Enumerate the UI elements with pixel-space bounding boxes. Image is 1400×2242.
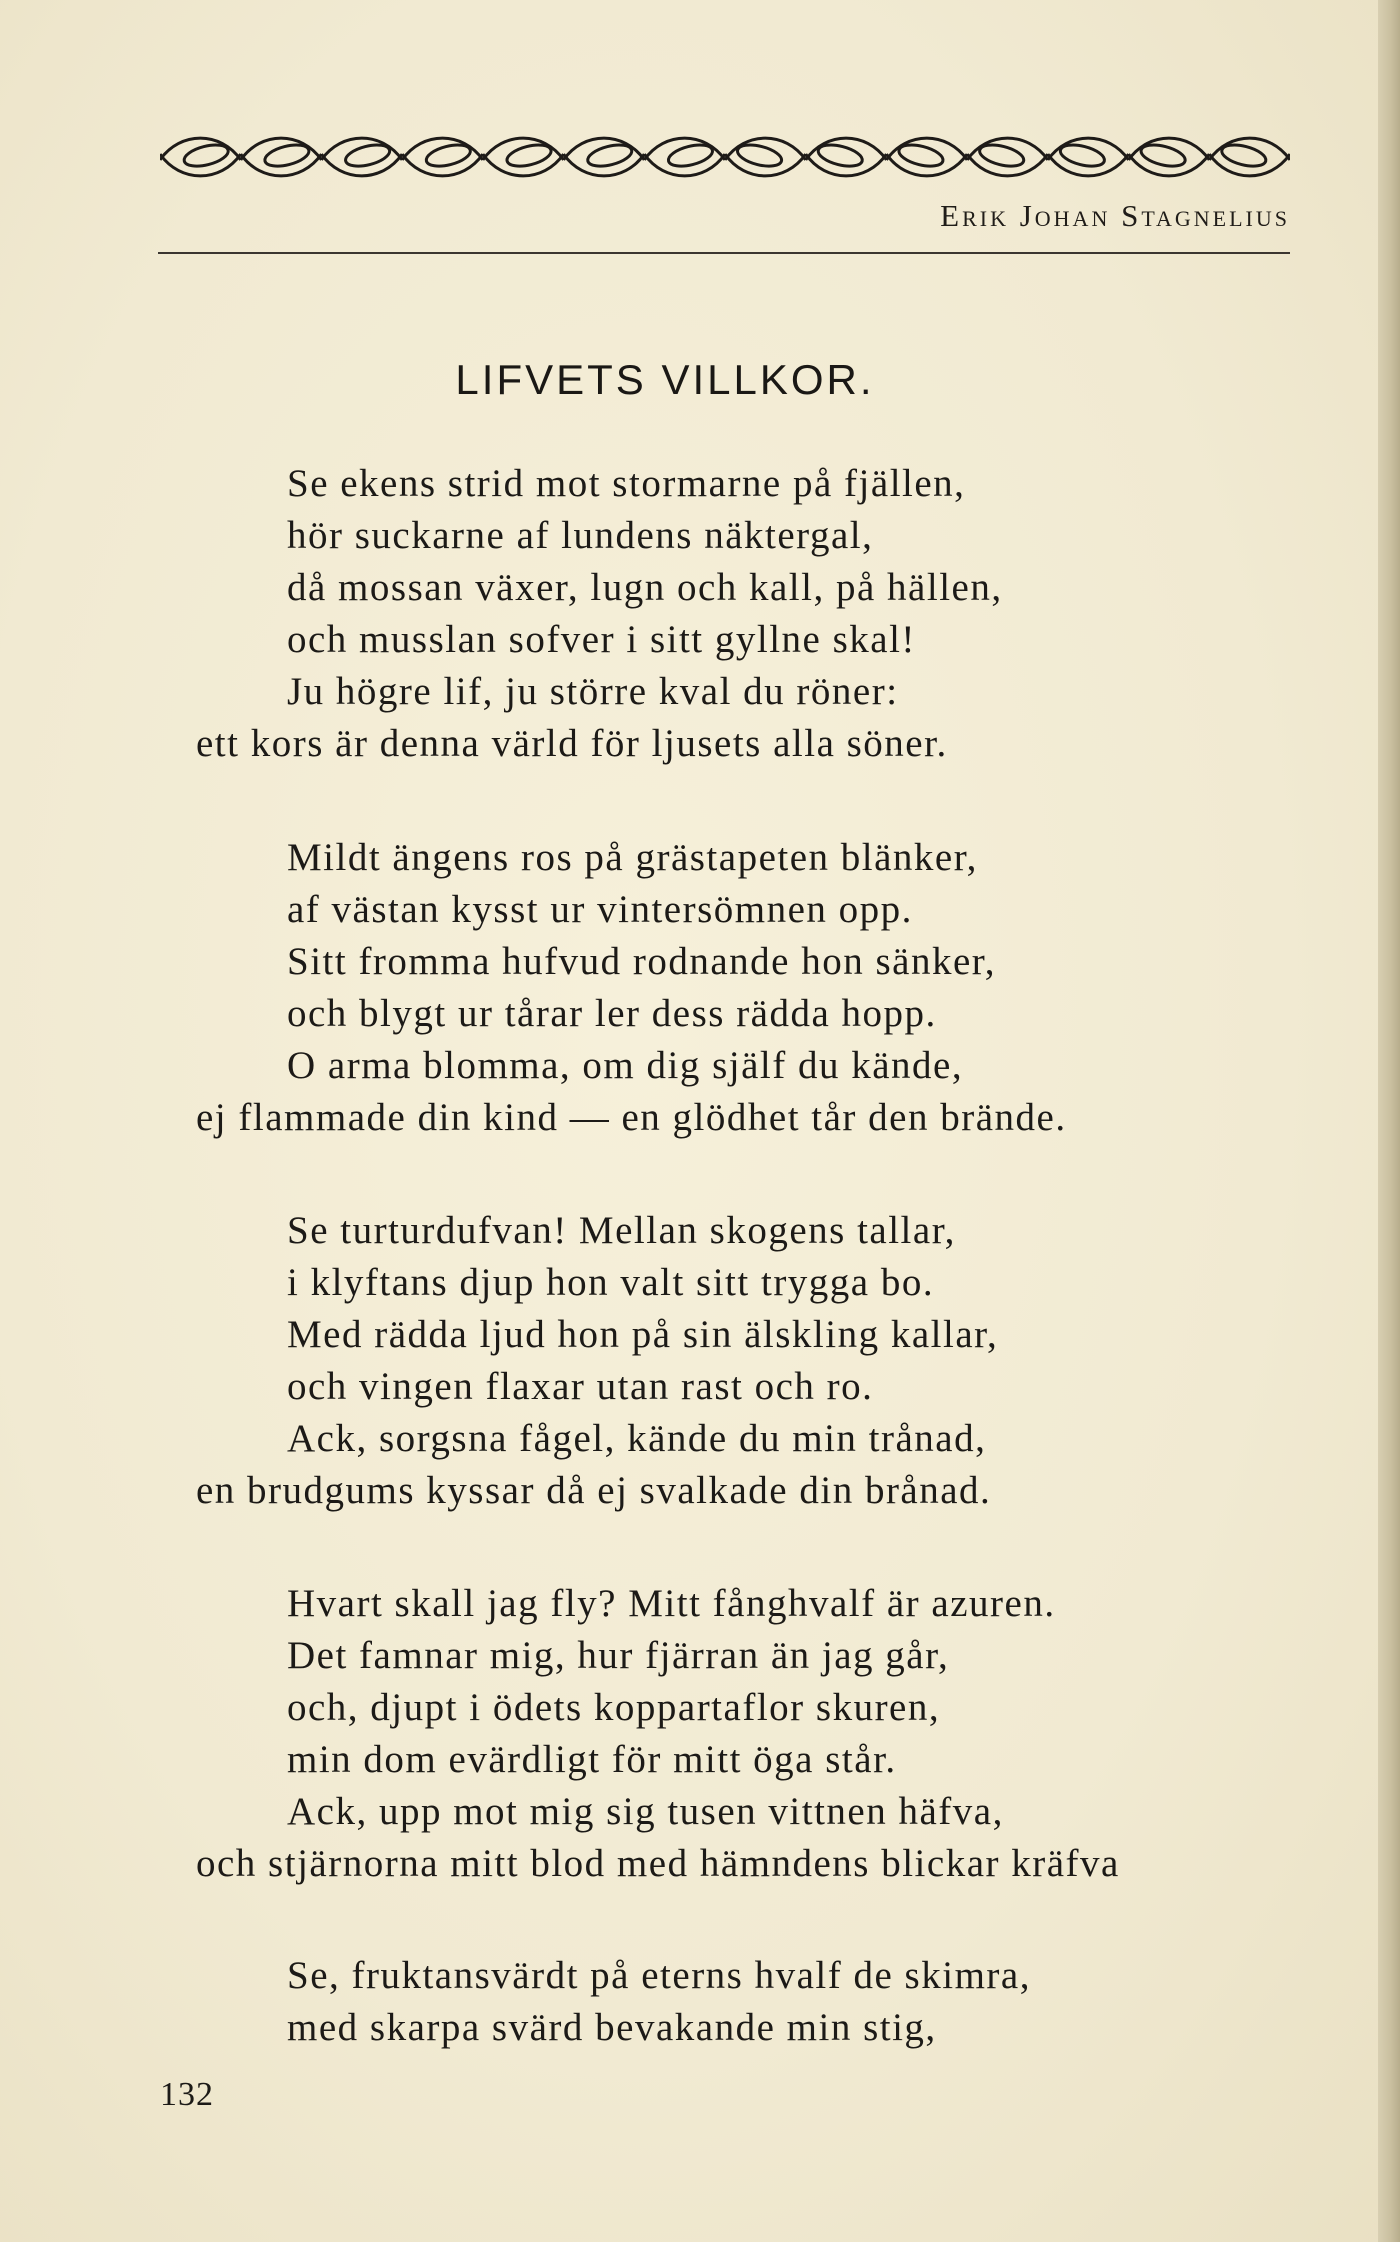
poem-line: och blygt ur tårar ler dess rädda hopp. — [287, 992, 937, 1035]
poem-line: Se, fruktansvärdt på eterns hvalf de skimra, — [287, 1954, 1031, 1997]
poem-line-final: en brudgums kyssar då ej svalkade din brånad. — [196, 1469, 992, 1512]
poem-line: Det famnar mig, hur fjärran än jag går, — [287, 1634, 950, 1677]
poem-line: af västan kysst ur vintersömnen opp. — [287, 888, 913, 931]
poem-line: Mildt ängens ros på grästapeten blänker, — [287, 836, 978, 879]
poem-line: Hvart skall jag fly? Mitt fånghvalf är azuren. — [287, 1582, 1056, 1625]
poem-line: med skarpa svärd bevakande min stig, — [287, 2006, 937, 2049]
poem-line: Med rädda ljud hon på sin älskling kallar, — [287, 1313, 999, 1356]
header-rule — [158, 252, 1290, 254]
poem-line: hör suckarne af lundens näktergal, — [287, 514, 874, 557]
decorative-border-ornament — [160, 128, 1290, 186]
poem-title: LIFVETS VILLKOR. — [455, 356, 875, 403]
page-edge — [1378, 0, 1400, 2242]
poem-line: Se ekens strid mot stormarne på fjällen, — [287, 462, 966, 505]
poem-line: min dom evärdligt för mitt öga står. — [287, 1738, 897, 1781]
poem-line: och musslan sofver i sitt gyllne skal! — [287, 618, 916, 661]
poem-line: och, djupt i ödets koppartaflor skuren, — [287, 1686, 941, 1729]
page-number: 132 — [160, 2076, 214, 2113]
poem-line-final: och stjärnorna mitt blod med hämndens blickar kräfva — [196, 1842, 1120, 1885]
poem-line: Ack, sorgsna fågel, kände du min trånad, — [287, 1417, 987, 1460]
poem-line: Se turturdufvan! Mellan skogens tallar, — [287, 1209, 956, 1252]
poem-line: Sitt fromma hufvud rodnande hon sänker, — [287, 940, 996, 983]
poem-line: i klyftans djup hon valt sitt trygga bo. — [287, 1261, 935, 1304]
poem-line: Ju högre lif, ju större kval du röner: — [287, 670, 899, 713]
poem-line: då mossan växer, lugn och kall, på hällen, — [287, 566, 1003, 609]
poem-line: O arma blomma, om dig själf du kände, — [287, 1044, 964, 1087]
poem-line: och vingen flaxar utan rast och ro. — [287, 1365, 874, 1408]
running-head-author: Erik Johan Stagnelius — [940, 198, 1290, 233]
poem-line-final: ett kors är denna värld för ljusets alla söner. — [196, 722, 948, 765]
poem-line: Ack, upp mot mig sig tusen vittnen häfva, — [287, 1790, 1004, 1833]
poem-line-final: ej flammade din kind — en glödhet tår den brände. — [196, 1096, 1067, 1139]
